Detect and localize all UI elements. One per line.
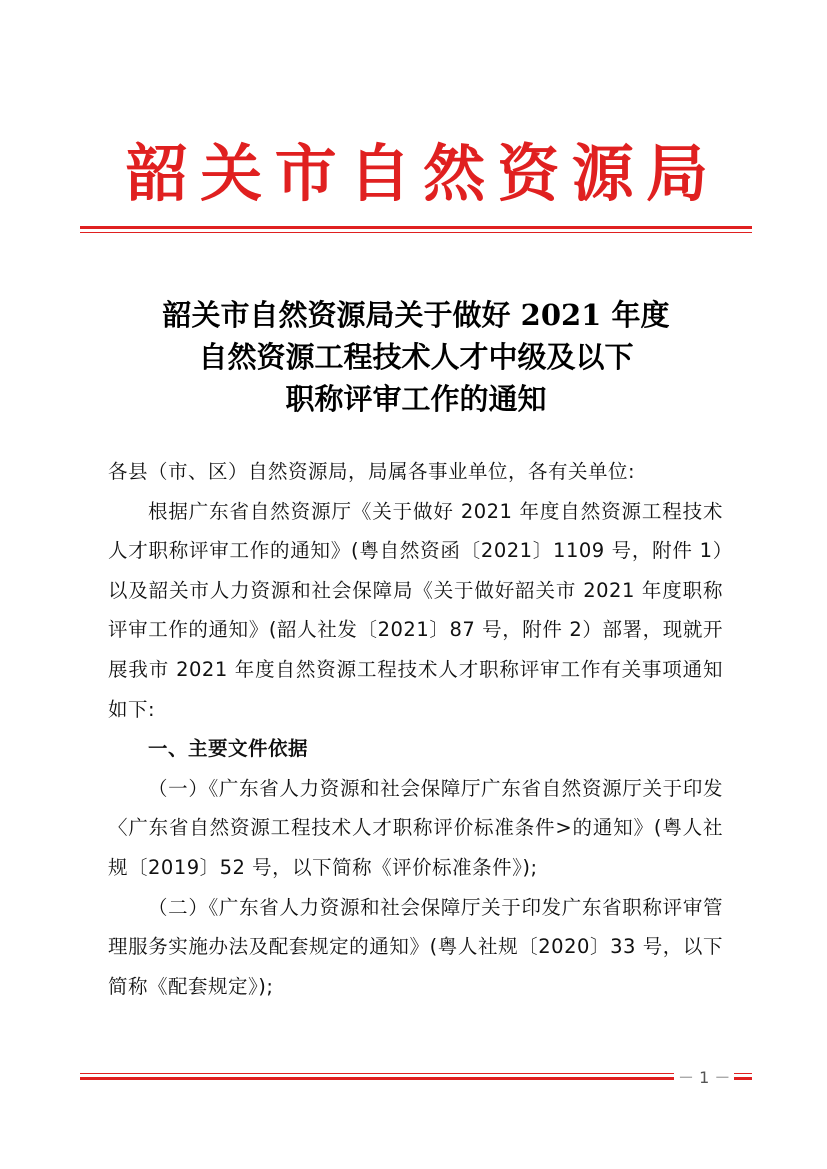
masthead-char: 市 [274,137,337,210]
page-number: － 1 － [674,1068,734,1088]
masthead [80,136,752,212]
footer-rule-thick [80,1077,752,1080]
title-line: 韶关市自然资源局关于做好 2021 年度 [162,298,670,332]
section-heading: 一、主要文件依据 [148,737,309,761]
list-item: （一）《广东省人力资源和社会保障厅广东省自然资源厅关于印发〈广东省自然资源工程技术人才职称评价标准条件>的通知》(粤人社规〔2019〕52 号，以下简称《评价标准条件》); [108,776,723,879]
intro-paragraph: 根据广东省自然资源厅《关于做好 2021 年度自然资源工程技术人才职称评审工作的通知》(粤自然资函〔2021〕1109 号，附件 1）以及韶关市人力资源和社会保障局《关于做好韶关市 2021 年度职称评审工作的通知》(韶人社发〔2021〕87 号，附件 2）部署，现就开展我市 2021 年度自然资源工程技术人才职称评审工作有关事项通知如下: [108,499,723,721]
footer-rule-thin [80,1073,752,1074]
masthead-char: 局 [645,137,708,210]
masthead-char: 自 [348,137,411,210]
masthead-rule-thin [80,232,752,233]
salutation: 各县（市、区）自然资源局，局属各事业单位，各有关单位: [108,460,636,483]
title-line: 职称评审工作的通知 [285,382,547,416]
title-line: 自然资源工程技术人才中级及以下 [198,340,634,374]
masthead-char: 韶 [126,137,189,210]
list-item: （二）《广东省人力资源和社会保障厅关于印发广东省职称评审管理服务实施办法及配套规定的通知》(粤人社规〔2020〕33 号，以下简称《配套规定》); [108,895,723,998]
masthead-char: 资 [497,137,560,210]
masthead-rule-thick [80,226,752,229]
document-body [108,452,723,1006]
masthead-char: 源 [571,137,634,210]
masthead-char: 关 [200,137,263,210]
masthead-char: 然 [423,137,486,210]
document-title [80,294,752,420]
